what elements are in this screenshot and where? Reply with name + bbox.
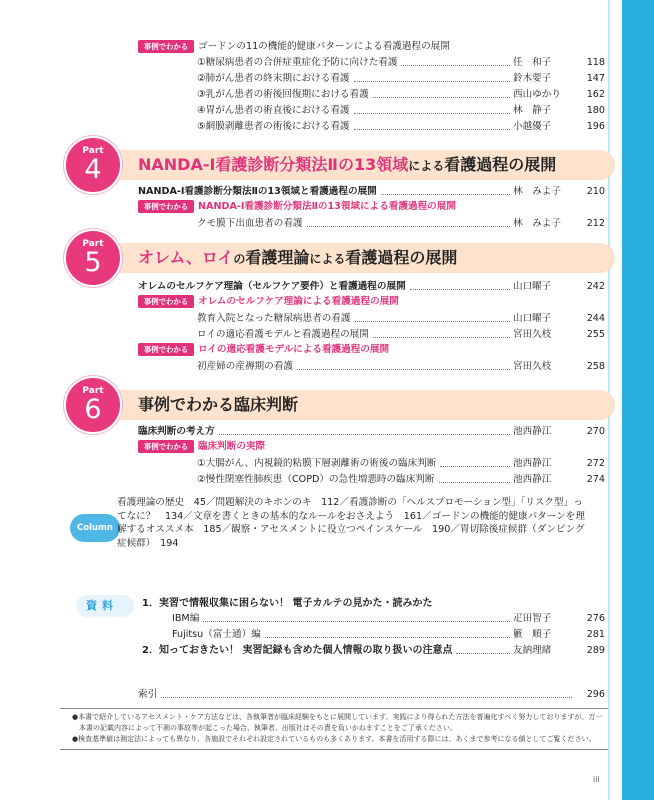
toc-entry[interactable]: 2．知っておきたい！ 実習記録も含めた個人情報の取り扱いの注意点 友納理緒 289 bbox=[142, 645, 605, 656]
part-badge bbox=[64, 376, 122, 434]
toc-entry[interactable]: NANDA-Ⅰ看護診断分類法Ⅱの13領域と看護過程の展開 林 みよ子 210 bbox=[138, 186, 605, 197]
part-number: 5 bbox=[84, 247, 102, 278]
divider bbox=[60, 708, 608, 709]
case-tag: 事例でわかる bbox=[138, 295, 194, 308]
toc-entry[interactable]: ⑤網膜剥離患者の術後における看護 小越優子 196 bbox=[197, 121, 605, 132]
divider bbox=[60, 749, 608, 750]
part-badge bbox=[64, 136, 122, 194]
footnote: ●検査基準値は測定法によっても異なり、各施設でそれぞれ設定されているものも多くあります。本書を活用する際には、あくまで参考になる値としてご覧ください。 bbox=[72, 735, 596, 743]
toc-entry[interactable]: 1．実習で情報収集に困らない！ 電子カルテの見かた・読みかた bbox=[142, 598, 433, 609]
toc-entry[interactable]: ④胃がん患者の術直後における看護 林 静子 180 bbox=[197, 105, 605, 116]
part-title: 事例でわかる臨床判断 bbox=[138, 395, 299, 414]
toc-entry[interactable]: 初産婦の産褥期の看護 宮田久枝 258 bbox=[197, 361, 605, 372]
toc-entry[interactable]: オレムのセルフケア理論（セルフケア要件）と看護過程の展開 山口曜子 242 bbox=[138, 281, 605, 292]
toc-entry[interactable]: クモ膜下出血患者の看護 林 みよ子 212 bbox=[197, 218, 605, 229]
footnote: ●本書で紹介しているアセスメント・ケア方法などは、各執筆者が臨床経験をもとに展開しています。実践により得られた方法を普遍化すべく努力しておりますが、万一 bbox=[72, 713, 603, 721]
toc-entry[interactable]: ①糖尿病患者の合併症重症化予防に向けた看護 任 和子 118 bbox=[197, 57, 605, 68]
index-entry[interactable]: 索引 296 bbox=[138, 689, 605, 700]
sidebar-color-band bbox=[622, 0, 654, 800]
column-label: Column bbox=[70, 514, 120, 542]
toc-entry[interactable]: 臨床判断の考え方 池西静江 270 bbox=[138, 426, 605, 437]
resources-label: 資料 bbox=[86, 599, 118, 612]
toc-entry[interactable]: ロイの適応看護モデルと看護過程の展開 宮田久枝 255 bbox=[197, 329, 605, 340]
footnote: 本書の記載内容によって不測の事故等が起こった場合、執筆者、出版社はその責を負いかねますことをご了承ください。 bbox=[72, 724, 457, 732]
section-heading: ゴードンの11の機能的健康パターンによる看護過程の展開 bbox=[198, 41, 450, 52]
toc-entry[interactable]: ①大腸がん、内視鏡的粘膜下層剥離術の術後の臨床判断 池西静江 272 bbox=[197, 458, 605, 469]
toc-entry[interactable]: IBM編 疋田智子 276 bbox=[172, 613, 605, 624]
case-tag: 事例でわかる bbox=[138, 440, 194, 453]
toc-entry[interactable]: Fujitsu（富士通）編 籔 順子 281 bbox=[172, 629, 605, 640]
part-number: 4 bbox=[84, 154, 102, 185]
part-badge bbox=[64, 229, 122, 287]
part-label: Part bbox=[82, 146, 104, 156]
toc-entry[interactable]: ②肺がん患者の終末期における看護 鈴木要子 147 bbox=[197, 73, 605, 84]
page-number: iii bbox=[593, 775, 600, 784]
case-heading: NANDA-Ⅰ看護診断分類法Ⅱの13領域による看護過程の展開 bbox=[198, 201, 456, 212]
toc-entry[interactable]: ②慢性閉塞性肺疾患（COPD）の急性増悪時の臨床判断 池西静江 274 bbox=[197, 474, 605, 485]
case-tag: 事例でわかる bbox=[138, 40, 194, 53]
toc-entry[interactable]: ③乳がん患者の術後回復期における看護 西山ゆかり 162 bbox=[197, 89, 605, 100]
part-title: オレム、ロイの看護理論による看護過程の展開 bbox=[138, 248, 458, 267]
part-number: 6 bbox=[84, 394, 102, 425]
part-label: Part bbox=[82, 239, 104, 249]
case-tag: 事例でわかる bbox=[138, 200, 194, 213]
column-box bbox=[70, 496, 600, 562]
case-heading: オレムのセルフケア理論による看護過程の展開 bbox=[198, 296, 399, 307]
part-title: NANDA-Ⅰ看護診断分類法Ⅱの13領域による看護過程の展開 bbox=[138, 155, 557, 174]
case-heading: 臨床判断の実際 bbox=[198, 441, 266, 452]
toc-entry[interactable]: 教育入院となった糖尿病患者の看護 山口曜子 244 bbox=[197, 313, 605, 324]
case-tag: 事例でわかる bbox=[138, 343, 194, 356]
column-text: 看護理論の歴史 45／問題解決のキホンのキ 112／看護診断の「ヘルスプロモーション型」「リスク型」ってなに？ 134／文章を書くときの基本的なルールをおさえよう 161／ゴードンの機能的健康パターンを理解するオススメ本 185／観察・アセスメントに役立つペインスケール 190／胃切除後症候群（ダンピング症候群） 194 bbox=[117, 497, 585, 549]
case-heading: ロイの適応看護モデルによる看護過程の展開 bbox=[198, 344, 390, 355]
part-label: Part bbox=[82, 386, 104, 396]
